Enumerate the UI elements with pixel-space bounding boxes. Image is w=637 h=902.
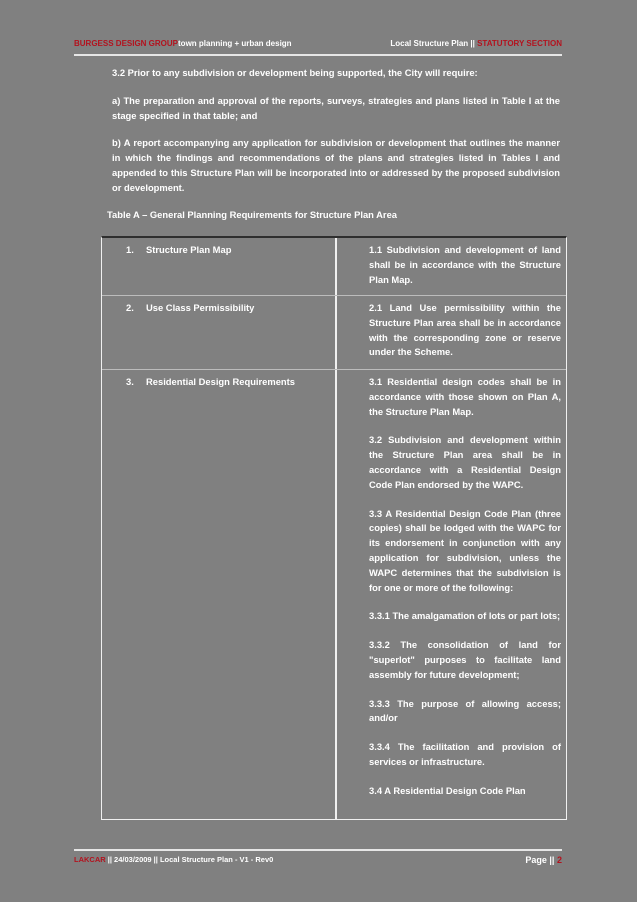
requirements-table	[101, 236, 567, 820]
column-divider	[335, 296, 337, 369]
requirement: 3.3.4 The facilitation and provision of services or infrastructure.	[369, 741, 561, 767]
row-requirements	[369, 301, 561, 374]
header-brand	[74, 38, 292, 50]
footer-info	[74, 854, 273, 866]
row-requirements	[369, 243, 561, 301]
page-label: Page ||	[525, 855, 555, 865]
header-section	[390, 38, 562, 50]
requirement: 3.4 A Residential Design Code Plan	[369, 784, 526, 796]
table-row	[102, 296, 566, 370]
point-a-paragraph: a) The preparation and approval of the reports, surveys, strategies and plans listed in Table I at the stage specified in that table; and	[112, 94, 560, 121]
footer-details: || 24/03/2009 || Local Structure Plan - V1 - Rev0	[107, 855, 274, 864]
intro-paragraph: 3.2 Prior to any subdivision or development being supported, the City will require:	[112, 67, 478, 78]
page-indicator	[525, 854, 562, 866]
body-text	[112, 66, 560, 209]
requirement: 3.3.3 The purpose of allowing access; and/or	[369, 697, 561, 724]
requirement: 3.2 Subdivision and development within the Structure Plan area shall be in accordance with a Residential Design Code Plan endorsed by the WAPC.	[369, 434, 561, 490]
row-number: 1.	[126, 244, 134, 255]
row-label: Structure Plan Map	[146, 244, 232, 255]
table-title: Table A – General Planning Requirements for Structure Plan Area	[107, 209, 397, 220]
section-name: STATUTORY SECTION	[477, 39, 562, 48]
requirement: 3.3.2 The consolidation of land for "superlot" purposes to facilitate land assembly for future development;	[369, 639, 561, 680]
page-number: 2	[556, 855, 562, 865]
row-number: 3.	[126, 376, 134, 387]
column-divider	[335, 370, 337, 820]
table-row	[102, 370, 566, 820]
table-row	[102, 238, 566, 296]
doc-title: Local Structure Plan ||	[390, 39, 475, 48]
brand-name: BURGESS DESIGN GROUP	[74, 39, 179, 48]
row-label: Residential Design Requirements	[146, 376, 295, 387]
row-requirements	[369, 375, 561, 813]
requirement: 3.3.1 The amalgamation of lots or part lots;	[369, 610, 561, 622]
column-divider	[335, 238, 337, 295]
brand-tagline: town planning + urban design	[178, 39, 292, 48]
requirement: 3.1 Residential design codes shall be in accordance with those shown on Plan A, the Structure Plan Map.	[369, 376, 561, 417]
point-b-paragraph: b) A report accompanying any application for subdivision or development that outlines the manner in which the findings and recommendations of the plans and strategies listed in Tables I and appended to this Structure Plan will be incorporated into or addressed by the proposed subdivision or development.	[112, 137, 560, 193]
row-number: 2.	[126, 302, 134, 313]
requirement: 2.1 Land Use permissibility within the Structure Plan area shall be in accordance with the corresponding zone or reserve under the Scheme.	[369, 302, 561, 358]
header-divider	[74, 54, 562, 56]
footer-ref: LAKCAR	[74, 855, 106, 864]
requirement: 3.3 A Residential Design Code Plan (three copies) shall be lodged with the WAPC for its endorsement in conjunction with any application for subdivision, unless the WAPC determines that the subdivision is for one or more of the following:	[369, 507, 561, 593]
requirement: 1.1 Subdivision and development of land shall be in accordance with the Structure Plan Map.	[369, 244, 561, 285]
page-footer	[74, 854, 562, 866]
row-label: Use Class Permissibility	[146, 302, 255, 313]
footer-divider	[74, 849, 562, 851]
page-header	[74, 38, 562, 50]
